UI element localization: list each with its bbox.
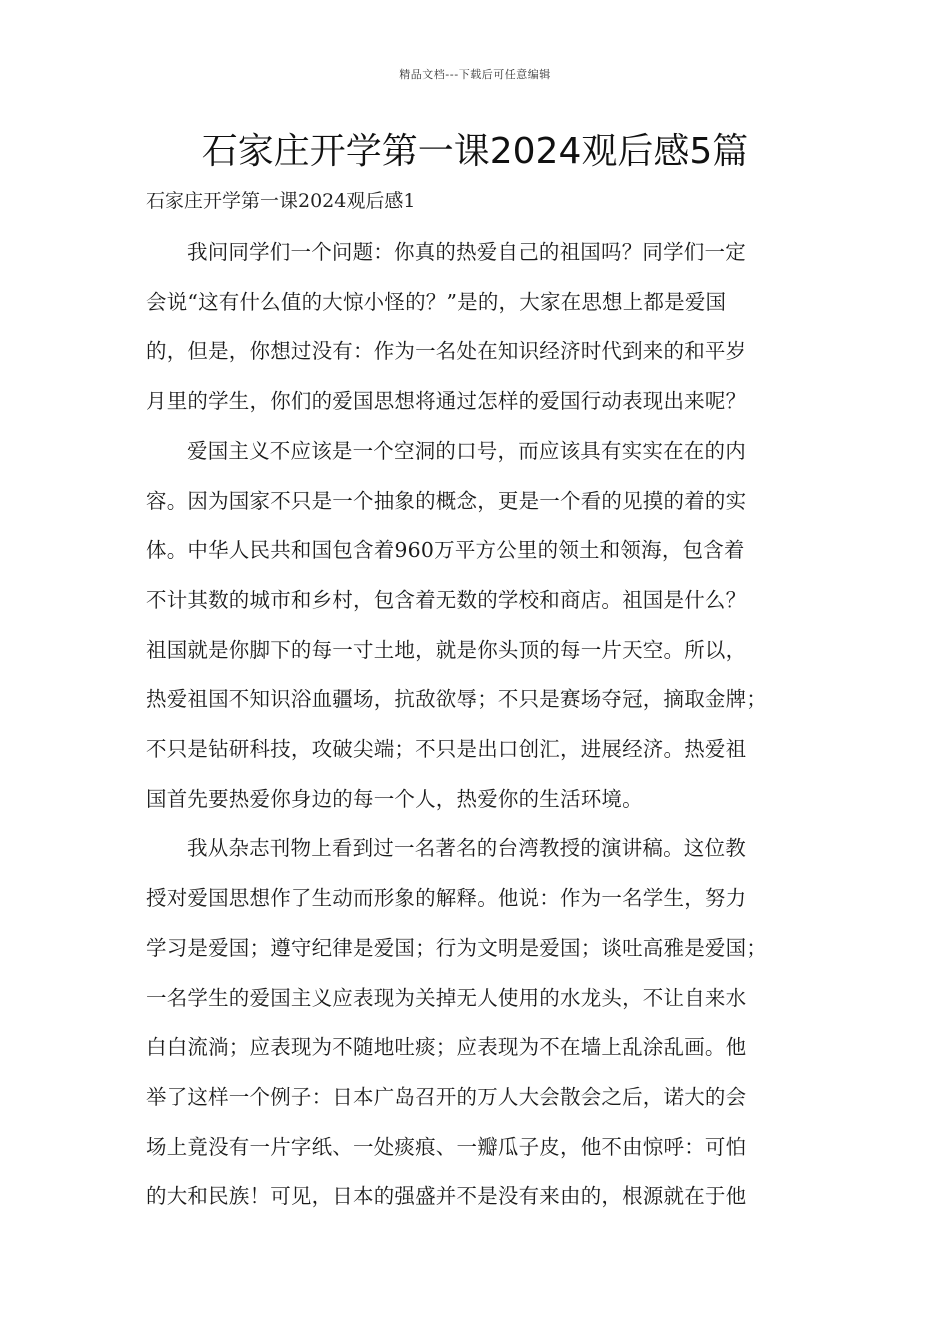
text-line: 我问同学们一个问题：你真的热爱自己的祖国吗？同学们一定 (187, 240, 746, 264)
header-note: 精品文档---下载后可任意编辑 (399, 68, 551, 81)
text-line: 的，但是，你想过没有：作为一名处在知识经济时代到来的和平岁 (146, 339, 747, 364)
document-body (146, 228, 816, 1222)
text-line: 体。中华人民共和国包含着960万平方公里的领土和领海，包含着 (146, 538, 745, 563)
text-line: 爱国主义不应该是一个空洞的口号，而应该具有实实在在的内 (187, 438, 746, 463)
text-line: 授对爱国思想作了生动而形象的解释。他说：作为一名学生，努力 (146, 886, 747, 911)
text-line: 不只是钻研科技，攻破尖端；不只是出口创汇，进展经济。热爱祖 (146, 737, 747, 762)
text-line: 会说“这有什么值的大惊小怪的？”是的，大家在思想上都是爱国 (146, 289, 727, 314)
paragraph-3 (146, 824, 816, 1222)
text-line: 热爱祖国不知识浴血疆场，抗敌欲辱；不只是赛场夺冠，摘取金牌； (146, 687, 767, 712)
text-line: 国首先要热爱你身边的每一个人，热爱你的生活环境。 (146, 786, 643, 811)
text-line: 不计其数的城市和乡村，包含着无数的学校和商店。祖国是什么？ (146, 587, 747, 612)
text-line: 白白流淌；应表现为不随地吐痰；应表现为不在墙上乱涂乱画。他 (146, 1035, 747, 1060)
text-line: 祖国就是你脚下的每一寸土地，就是你头顶的每一片天空。所以， (146, 637, 747, 662)
text-line: 我从杂志刊物上看到过一名著名的台湾教授的演讲稿。这位教 (187, 836, 746, 861)
text-line: 一名学生的爱国主义应表现为关掉无人使用的水龙头，不让自来水 (146, 985, 747, 1010)
text-line: 月里的学生，你们的爱国思想将通过怎样的爱国行动表现出来呢？ (146, 389, 747, 414)
text-line: 举了这样一个例子：日本广岛召开的万人大会散会之后，诺大的会 (146, 1084, 747, 1109)
text-line: 容。因为国家不只是一个抽象的概念，更是一个看的见摸的着的实 (146, 488, 747, 513)
document-title: 石家庄开学第一课2024观后感5篇 (201, 131, 749, 172)
text-line: 学习是爱国；遵守纪律是爱国；行为文明是爱国；谈吐高雅是爱国； (146, 935, 767, 960)
paragraph-1 (146, 228, 816, 427)
text-line: 的大和民族！可见，日本的强盛并不是没有来由的，根源就在于他 (146, 1184, 747, 1209)
paragraph-2 (146, 427, 816, 825)
text-line: 场上竟没有一片字纸、一处痰痕、一瓣瓜子皮，他不由惊呼：可怕 (146, 1134, 747, 1159)
section-heading: 石家庄开学第一课2024观后感1 (146, 190, 416, 212)
